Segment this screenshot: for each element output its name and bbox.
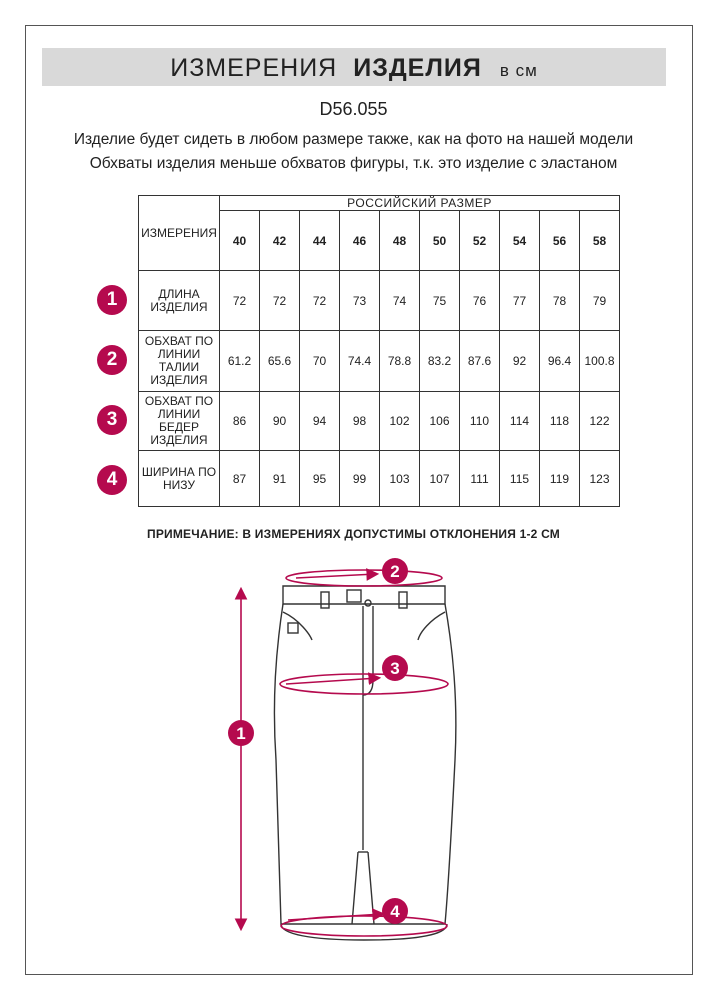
value-cell: 72 (260, 271, 300, 331)
value-cell: 119 (540, 451, 580, 507)
value-cell: 115 (500, 451, 540, 507)
value-cell: 106 (420, 392, 460, 451)
value-cell: 65.6 (260, 331, 300, 392)
table-row-hips (139, 392, 620, 451)
size-cell: 42 (260, 211, 300, 271)
row-label: ДЛИНА ИЗДЕЛИЯ (139, 271, 220, 331)
table-header-row (139, 196, 620, 211)
value-cell: 102 (380, 392, 420, 451)
size-cell: 56 (540, 211, 580, 271)
value-cell: 111 (460, 451, 500, 507)
value-cell: 95 (300, 451, 340, 507)
row-number-badge-2: 2 (97, 345, 127, 375)
region-size-header: РОССИЙСКИЙ РАЗМЕР (220, 196, 620, 211)
value-cell: 76 (460, 271, 500, 331)
row-number-badge-4: 4 (97, 465, 127, 495)
value-cell: 96.4 (540, 331, 580, 392)
value-cell: 73 (340, 271, 380, 331)
title-word-measurements: ИЗМЕРЕНИЯ (170, 54, 338, 82)
value-cell: 103 (380, 451, 420, 507)
title-unit: в см (499, 61, 538, 80)
tolerance-remark: ПРИМЕЧАНИЕ: В ИЗМЕРЕНИЯХ ДОПУСТИМЫ ОТКЛОНЕНИЯ 1-2 СМ (147, 527, 560, 541)
value-cell: 83.2 (420, 331, 460, 392)
row-number-badge-3: 3 (97, 405, 127, 435)
row-label: ОБХВАТ ПО ЛИНИИ БЕДЕР ИЗДЕЛИЯ (139, 392, 220, 451)
value-cell: 61.2 (220, 331, 260, 392)
size-cell: 44 (300, 211, 340, 271)
value-cell: 77 (500, 271, 540, 331)
header-bar (42, 48, 666, 86)
badge-label-hips: 3 (390, 659, 400, 678)
size-cell: 58 (580, 211, 620, 271)
measurements-header: ИЗМЕРЕНИЯ (139, 196, 220, 271)
fit-note: Изделие будет сидеть в любом размере также, как на фото на нашей модели (73, 131, 634, 148)
value-cell: 75 (420, 271, 460, 331)
table-row-length (139, 271, 620, 331)
value-cell: 87.6 (460, 331, 500, 392)
value-cell: 86 (220, 392, 260, 451)
badge-label-hem: 4 (390, 902, 400, 921)
value-cell: 70 (300, 331, 340, 392)
table-row-waist (139, 331, 620, 392)
page-title (42, 48, 666, 86)
value-cell: 110 (460, 392, 500, 451)
value-cell: 122 (580, 392, 620, 451)
size-cell: 48 (380, 211, 420, 271)
measure-lines (241, 570, 448, 936)
elastane-note: Обхваты изделия меньше обхватов фигуры, т.к. это изделие с эластаном (89, 155, 618, 172)
badge-label-length: 1 (236, 724, 246, 743)
value-cell: 114 (500, 392, 540, 451)
product-code: D56.055 (319, 99, 388, 119)
value-cell: 98 (340, 392, 380, 451)
value-cell: 100.8 (580, 331, 620, 392)
row-number-badge-1: 1 (97, 285, 127, 315)
value-cell: 72 (220, 271, 260, 331)
value-cell: 78 (540, 271, 580, 331)
hip-ellipse (280, 674, 448, 694)
size-cell: 54 (500, 211, 540, 271)
value-cell: 78.8 (380, 331, 420, 392)
size-table (138, 195, 620, 507)
badge-label-waist: 2 (390, 562, 400, 581)
value-cell: 91 (260, 451, 300, 507)
value-cell: 118 (540, 392, 580, 451)
value-cell: 107 (420, 451, 460, 507)
value-cell: 72 (300, 271, 340, 331)
size-cell: 46 (340, 211, 380, 271)
table-row-hem (139, 451, 620, 507)
diagram-badges (228, 558, 408, 924)
value-cell: 123 (580, 451, 620, 507)
value-cell: 79 (580, 271, 620, 331)
value-cell: 94 (300, 392, 340, 451)
size-cell: 40 (220, 211, 260, 271)
row-label: ОБХВАТ ПО ЛИНИИ ТАЛИИ ИЗДЕЛИЯ (139, 331, 220, 392)
skirt-diagram (0, 550, 707, 960)
skirt-outline (274, 586, 455, 940)
row-label: ШИРИНА ПО НИЗУ (139, 451, 220, 507)
size-cell: 50 (420, 211, 460, 271)
value-cell: 74.4 (340, 331, 380, 392)
value-cell: 99 (340, 451, 380, 507)
value-cell: 90 (260, 392, 300, 451)
value-cell: 74 (380, 271, 420, 331)
size-cell: 52 (460, 211, 500, 271)
value-cell: 92 (500, 331, 540, 392)
title-word-product: ИЗДЕЛИЯ (353, 54, 482, 82)
value-cell: 87 (220, 451, 260, 507)
